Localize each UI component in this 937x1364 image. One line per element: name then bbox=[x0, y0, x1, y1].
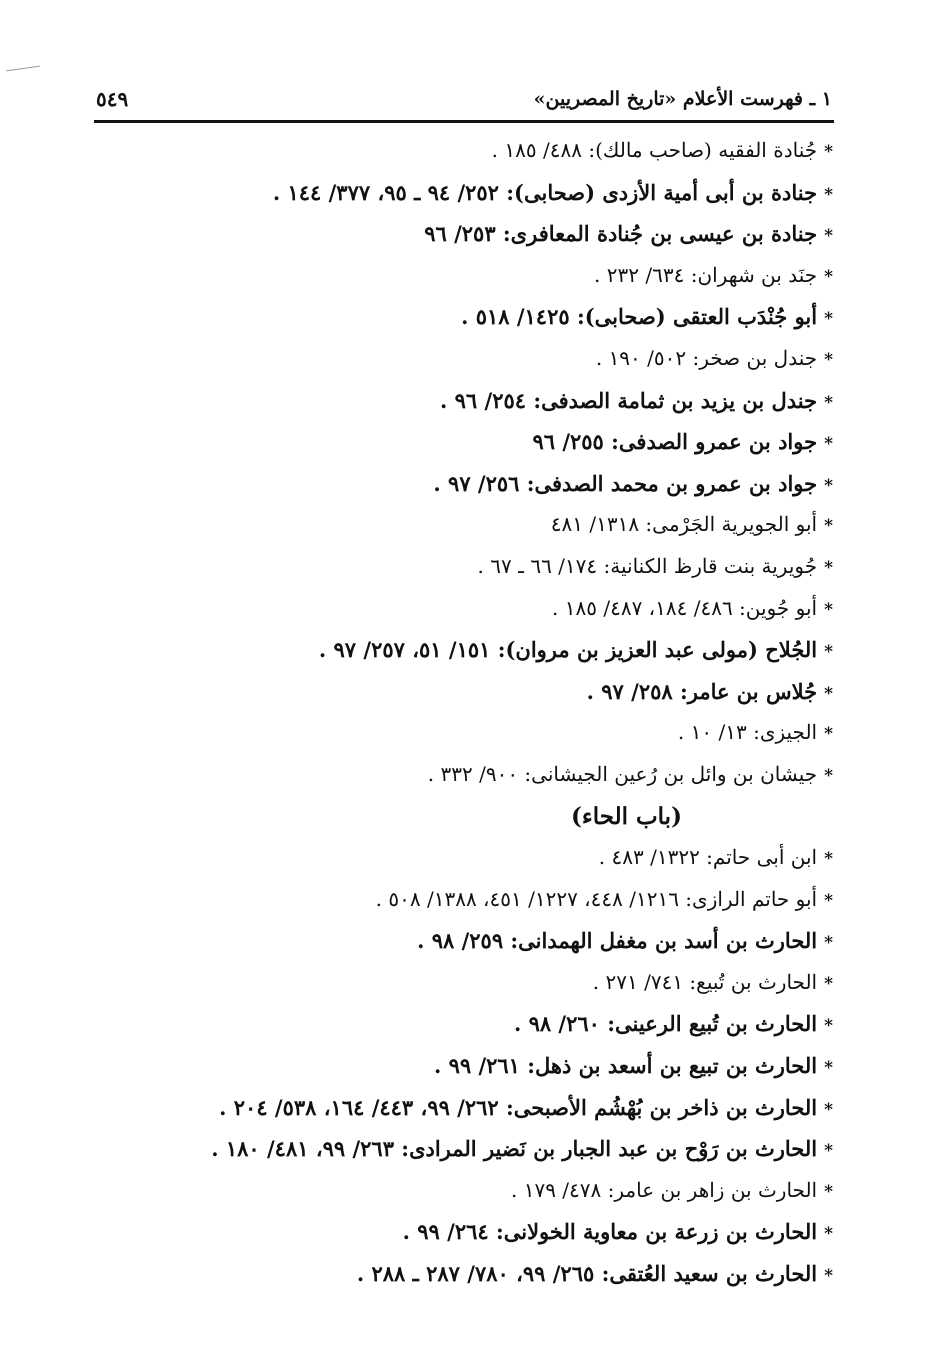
page-number: ٥٤٩ bbox=[96, 87, 129, 111]
entry-text: جُويرية بنت قارظ الكنانية: ١٧٤/ ٦٦ ـ ٦٧ . bbox=[477, 553, 818, 578]
index-entry bbox=[60, 504, 833, 546]
index-entry bbox=[60, 712, 833, 754]
bullet-asterisk: * bbox=[824, 1181, 833, 1202]
index-entry bbox=[60, 1253, 833, 1295]
bullet-asterisk: * bbox=[824, 642, 833, 663]
bullet-asterisk: * bbox=[824, 516, 833, 537]
index-entry bbox=[60, 255, 833, 297]
index-entry bbox=[60, 338, 833, 380]
entry-text: الحارث بن تبيع بن أسعد بن ذهل: ٢٦١/ ٩٩ . bbox=[433, 1053, 818, 1079]
bullet-asterisk: * bbox=[824, 973, 833, 994]
entry-text: جندل بن صخر: ٥٠٢/ ١٩٠ . bbox=[595, 345, 818, 370]
index-entry bbox=[60, 380, 833, 422]
index-entry bbox=[60, 754, 833, 796]
bullet-asterisk: * bbox=[824, 184, 833, 205]
bullet-asterisk: * bbox=[824, 683, 833, 704]
bullet-asterisk: * bbox=[824, 1224, 833, 1245]
entry-text: الحارث بن ذاخر بن بُهْشُم الأصبحى: ٢٦٢/ ٩٩، ٤٤٣/ ١٦٤، ٥٣٨/ ٢٠٤ . bbox=[219, 1094, 818, 1120]
index-entry bbox=[60, 1211, 833, 1253]
bullet-asterisk: * bbox=[824, 1016, 833, 1037]
entry-text: الحارث بن تُبيع الرعينى: ٢٦٠/ ٩٨ . bbox=[513, 1011, 818, 1037]
header-rule bbox=[94, 120, 834, 123]
index-entry bbox=[60, 421, 833, 463]
entry-text: الحارث بن زرعة بن معاوية الخولانى: ٢٦٤/ ٩٩ . bbox=[402, 1219, 818, 1245]
page-header bbox=[96, 82, 832, 122]
index-entry bbox=[60, 671, 833, 713]
entry-text: جُنادة الفقيه (صاحب مالك): ٤٨٨/ ١٨٥ . bbox=[491, 138, 818, 162]
bullet-asterisk: * bbox=[824, 1141, 833, 1162]
index-entry bbox=[60, 213, 833, 255]
index-entry bbox=[60, 879, 833, 921]
entry-text: الحارث بن تُبيع: ٧٤١/ ٢٧١ . bbox=[592, 969, 818, 994]
index-entry bbox=[60, 130, 833, 172]
entry-text: الحارث بن أسد بن مغفل الهمدانى: ٢٥٩/ ٩٨ . bbox=[417, 928, 818, 954]
index-entry bbox=[60, 1087, 833, 1129]
entry-text: جيشان بن وائل بن رُعين الجيشانى: ٩٠٠/ ٣٣٢ . bbox=[427, 761, 818, 786]
bullet-asterisk: * bbox=[824, 434, 833, 455]
entry-text: الحارث بن سعيد العُتقى: ٢٦٥/ ٩٩، ٧٨٠/ ٢٨٧ ـ ٢٨٨ . bbox=[356, 1261, 818, 1287]
entry-text: جُلاس بن عامر: ٢٥٨/ ٩٧ . bbox=[586, 678, 818, 704]
index-entry bbox=[60, 920, 833, 962]
entry-text: الحارث بن زاهر بن عامر: ٤٧٨/ ١٧٩ . bbox=[510, 1177, 818, 1202]
bullet-asterisk: * bbox=[824, 849, 833, 870]
index-entry bbox=[60, 837, 833, 879]
bullet-asterisk: * bbox=[824, 309, 833, 330]
entry-text: الحارث بن رَوْح بن عبد الجبار بن نَضير المرادى: ٢٦٣/ ٩٩، ٤٨١/ ١٨٠ . bbox=[211, 1136, 818, 1162]
bullet-asterisk: * bbox=[824, 599, 833, 620]
bullet-asterisk: * bbox=[824, 266, 833, 287]
entry-text: أبو الجويرية الجَرْمى: ١٣١٨/ ٤٨١ bbox=[550, 512, 818, 537]
bullet-asterisk: * bbox=[824, 1266, 833, 1287]
entry-text: جنادة بن عيسى بن جُنادة المعافرى: ٢٥٣/ ٩٦ bbox=[424, 221, 818, 247]
entry-text: الجيزى: ١٣/ ١٠ . bbox=[677, 720, 818, 745]
index-entry bbox=[60, 296, 833, 338]
bullet-asterisk: * bbox=[824, 349, 833, 370]
index-entry bbox=[60, 1128, 833, 1170]
running-title: ١ ـ فهرست الأعلام «تاريخ المصريين» bbox=[533, 88, 832, 110]
index-entry bbox=[60, 1003, 833, 1045]
entry-text: أبو حاتم الرازى: ١٢١٦/ ٤٤٨، ١٢٢٧/ ٤٥١، ١٣٨٨/ ٥٠٨ . bbox=[375, 886, 818, 911]
bullet-asterisk: * bbox=[824, 1058, 833, 1079]
index-entry bbox=[60, 588, 833, 630]
bullet-asterisk: * bbox=[824, 890, 833, 911]
index-entry bbox=[60, 1170, 833, 1212]
entry-text: جواد بن عمرو الصدفى: ٢٥٥/ ٩٦ bbox=[532, 429, 818, 455]
index-entry bbox=[60, 546, 833, 588]
entry-text: جنَد بن شهران: ٦٣٤/ ٢٣٢ . bbox=[594, 262, 818, 287]
bullet-asterisk: * bbox=[824, 226, 833, 247]
index-entries bbox=[60, 130, 833, 1295]
entry-text: ابن أبى حاتم: ١٣٢٢/ ٤٨٣ . bbox=[598, 845, 818, 870]
entry-text: جنادة بن أبى أمية الأزدى (صحابى): ٢٥٢/ ٩٤ ـ ٩٥، ٣٧٧/ ١٤٤ . bbox=[272, 179, 818, 205]
bullet-asterisk: * bbox=[824, 933, 833, 954]
bullet-asterisk: * bbox=[824, 475, 833, 496]
entry-text: أبو جُنْدَب العتقى (صحابى): ١٤٢٥/ ٥١٨ . bbox=[461, 304, 818, 330]
entry-text: أبو جُوين: ٤٨٦/ ١٨٤، ٤٨٧/ ١٨٥ . bbox=[552, 595, 818, 620]
index-entry bbox=[60, 463, 833, 505]
bullet-asterisk: * bbox=[824, 392, 833, 413]
entry-text: الجُلاح (مولى عبد العزيز بن مروان): ١٥١/ ٥١، ٢٥٧/ ٩٧ . bbox=[318, 637, 818, 663]
section-heading: (باب الحاء) bbox=[571, 802, 682, 830]
bullet-asterisk: * bbox=[824, 142, 833, 162]
bullet-asterisk: * bbox=[824, 557, 833, 578]
index-entry bbox=[60, 172, 833, 214]
scan-artifact-line bbox=[6, 66, 40, 72]
entry-text: جندل بن يزيد بن ثمامة الصدفى: ٢٥٤/ ٩٦ . bbox=[440, 387, 818, 413]
index-entry bbox=[60, 962, 833, 1004]
bullet-asterisk: * bbox=[824, 765, 833, 786]
index-entry bbox=[60, 629, 833, 671]
bullet-asterisk: * bbox=[824, 1099, 833, 1120]
entry-text: جواد بن عمرو بن محمد الصدفى: ٢٥٦/ ٩٧ . bbox=[433, 470, 818, 496]
bullet-asterisk: * bbox=[824, 724, 833, 745]
index-entry bbox=[60, 1045, 833, 1087]
